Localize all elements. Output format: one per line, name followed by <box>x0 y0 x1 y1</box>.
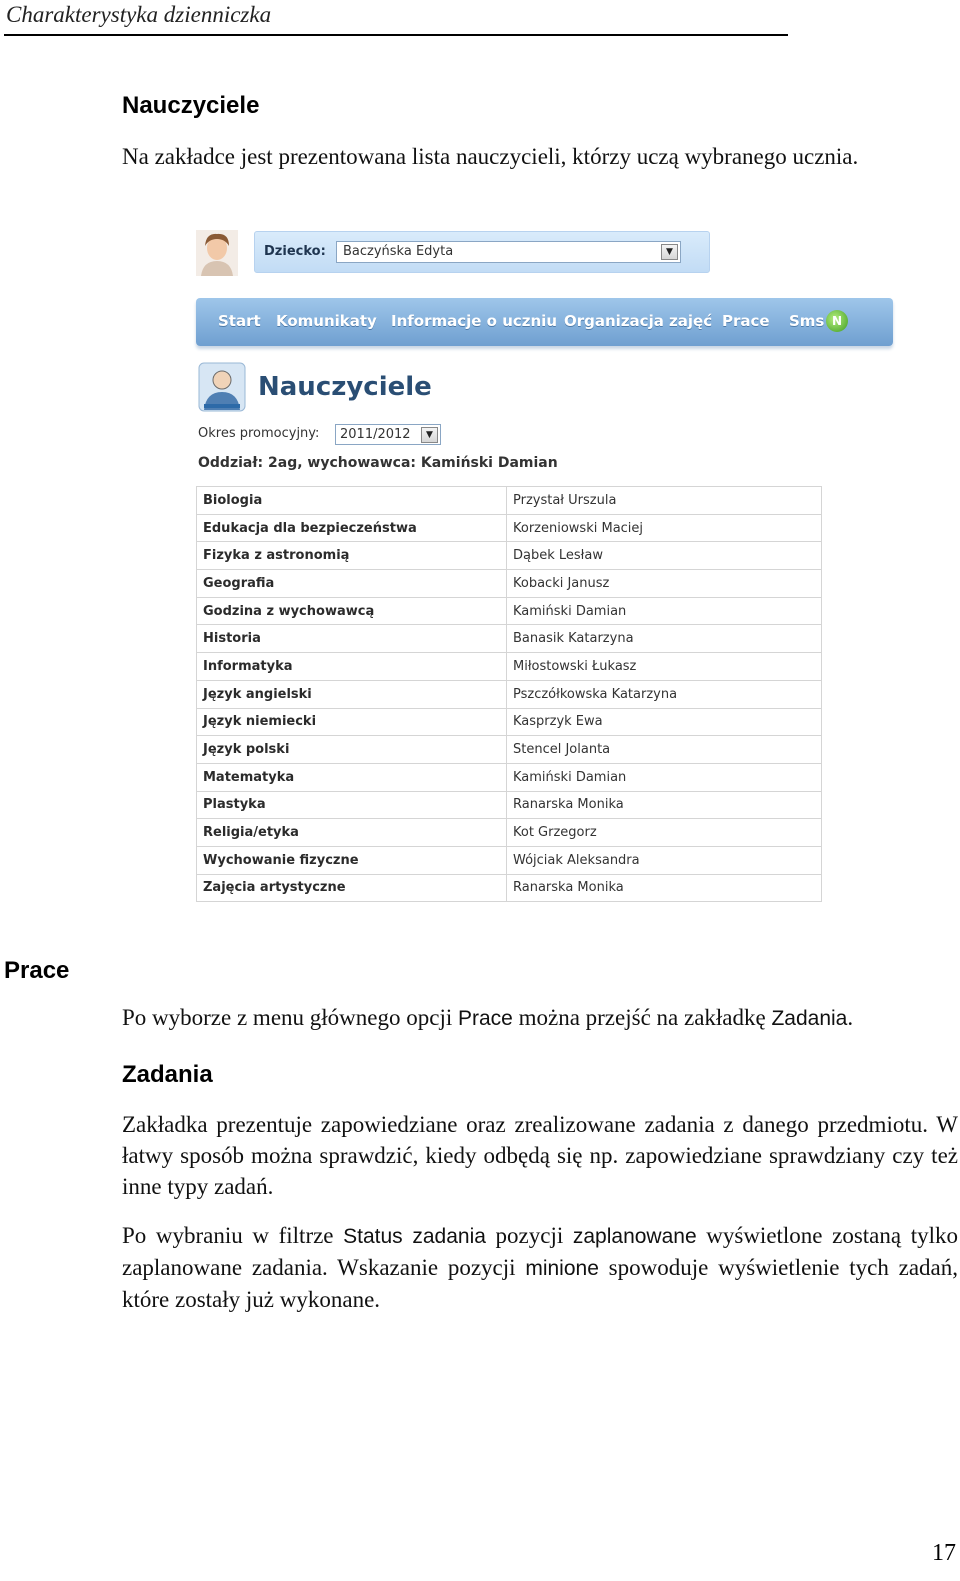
teacher-cell: Ranarska Monika <box>507 791 822 819</box>
subject-cell: Geografia <box>197 570 507 598</box>
term-minione: minione <box>525 1257 599 1280</box>
teacher-cell: Kamiński Damian <box>507 597 822 625</box>
header-rule <box>4 34 788 36</box>
teacher-cell: Miłostowski Łukasz <box>507 653 822 681</box>
table-row <box>197 791 822 819</box>
subject-cell: Religia/etyka <box>197 819 507 847</box>
subject-cell: Informatyka <box>197 653 507 681</box>
term-zadania: Zadania <box>771 1007 848 1030</box>
teacher-cell: Pszczółkowska Katarzyna <box>507 680 822 708</box>
subject-cell: Biologia <box>197 487 507 515</box>
main-nav <box>196 298 893 346</box>
child-label: Dziecko: <box>264 244 326 259</box>
prace-text-middle: można przejść na zakładkę <box>512 1005 772 1030</box>
section-heading-teachers: Nauczyciele <box>122 92 260 119</box>
table-row <box>197 570 822 598</box>
teacher-cell: Korzeniowski Maciej <box>507 514 822 542</box>
table-row <box>197 819 822 847</box>
p2-text-c: wyświetlone zostaną tylko zaplanowane zadania. Wskazanie pozycji <box>122 1223 958 1280</box>
section-heading-zadania: Zadania <box>122 1061 213 1088</box>
table-row <box>197 763 822 791</box>
zadania-paragraph-1: Zakładka prezentuje zapowiedziane oraz zrealizowane zadania z danego przedmiotu. W łatwy sposób można sprawdzić, kiedy odbędą się np. zapowiedziane sprawdziany czy też inne typy zadań. <box>122 1112 958 1199</box>
table-row <box>197 680 822 708</box>
nav-sms[interactable]: Sms <box>789 312 825 330</box>
table-row <box>197 625 822 653</box>
table-row <box>197 736 822 764</box>
subject-cell: Edukacja dla bezpieczeństwa <box>197 514 507 542</box>
period-select-value: 2011/2012 <box>340 427 411 442</box>
teacher-cell: Banasik Katarzyna <box>507 625 822 653</box>
subject-cell: Matematyka <box>197 763 507 791</box>
nav-organizacja-zajec[interactable]: Organizacja zajęć <box>564 312 713 330</box>
section-heading-prace: Prace <box>4 957 70 984</box>
period-label: Okres promocyjny: <box>198 426 320 441</box>
subject-cell: Plastyka <box>197 791 507 819</box>
prace-description <box>122 1002 958 1034</box>
period-select[interactable] <box>335 424 441 445</box>
table-row <box>197 653 822 681</box>
p2-text-b: pozycji <box>485 1223 573 1248</box>
subject-cell: Język angielski <box>197 680 507 708</box>
teacher-cell: Dąbek Lesław <box>507 542 822 570</box>
nav-start[interactable]: Start <box>218 312 261 330</box>
child-selector-bar <box>254 231 710 273</box>
sms-badge-icon: N <box>826 310 848 332</box>
subject-cell: Wychowanie fizyczne <box>197 846 507 874</box>
subject-cell: Fizyka z astronomią <box>197 542 507 570</box>
table-row <box>197 597 822 625</box>
subject-cell: Język polski <box>197 736 507 764</box>
teacher-cell: Przystał Urszula <box>507 487 822 515</box>
teacher-cell: Kamiński Damian <box>507 763 822 791</box>
table-row <box>197 542 822 570</box>
subject-cell: Zajęcia artystyczne <box>197 874 507 902</box>
running-header: Charakterystyka dzienniczka <box>6 2 272 27</box>
subject-cell: Godzina z wychowawcą <box>197 597 507 625</box>
table-row <box>197 487 822 515</box>
nav-prace[interactable]: Prace <box>722 312 770 330</box>
teacher-icon <box>198 362 246 412</box>
p2-text-d: spowoduje wyświetlenie tych zadań, które zostały już wykonane. <box>122 1255 958 1312</box>
term-zaplanowane: zaplanowane <box>572 1225 697 1248</box>
table-row <box>197 846 822 874</box>
term-status-zadania: Status zadania <box>343 1225 486 1248</box>
child-avatar <box>196 230 238 276</box>
embedded-screenshot <box>196 228 896 906</box>
zadania-paragraph-2 <box>122 1220 958 1315</box>
class-info: Oddział: 2ag, wychowawca: Kamiński Damian <box>198 455 558 471</box>
teacher-cell: Kobacki Janusz <box>507 570 822 598</box>
nav-informacje-o-uczniu[interactable]: Informacje o uczniu <box>391 312 557 330</box>
page-number: 17 <box>932 1540 956 1566</box>
teacher-cell: Ranarska Monika <box>507 874 822 902</box>
prace-text-before: Po wyborze z menu głównego opcji <box>122 1005 458 1030</box>
term-prace: Prace <box>457 1007 513 1030</box>
prace-text-after: . <box>847 1005 854 1030</box>
table-row <box>197 708 822 736</box>
p2-text-a: Po wybraniu w filtrze <box>122 1223 344 1248</box>
child-select[interactable] <box>336 241 681 263</box>
teachers-description: Na zakładce jest prezentowana lista nauczycieli, którzy uczą wybranego ucznia. <box>122 144 859 169</box>
teacher-cell: Stencel Jolanta <box>507 736 822 764</box>
page-title: Nauczyciele <box>258 372 432 402</box>
teacher-cell: Kasprzyk Ewa <box>507 708 822 736</box>
child-select-value: Baczyńska Edyta <box>343 244 454 259</box>
nav-komunikaty[interactable]: Komunikaty <box>276 312 377 330</box>
subject-cell: Język niemiecki <box>197 708 507 736</box>
teacher-cell: Wójciak Aleksandra <box>507 846 822 874</box>
subject-cell: Historia <box>197 625 507 653</box>
table-row <box>197 514 822 542</box>
table-row <box>197 874 822 902</box>
teacher-cell: Kot Grzegorz <box>507 819 822 847</box>
chevron-down-icon[interactable]: ▼ <box>661 244 678 260</box>
chevron-down-icon[interactable]: ▼ <box>421 427 438 443</box>
teacher-table <box>196 486 822 902</box>
